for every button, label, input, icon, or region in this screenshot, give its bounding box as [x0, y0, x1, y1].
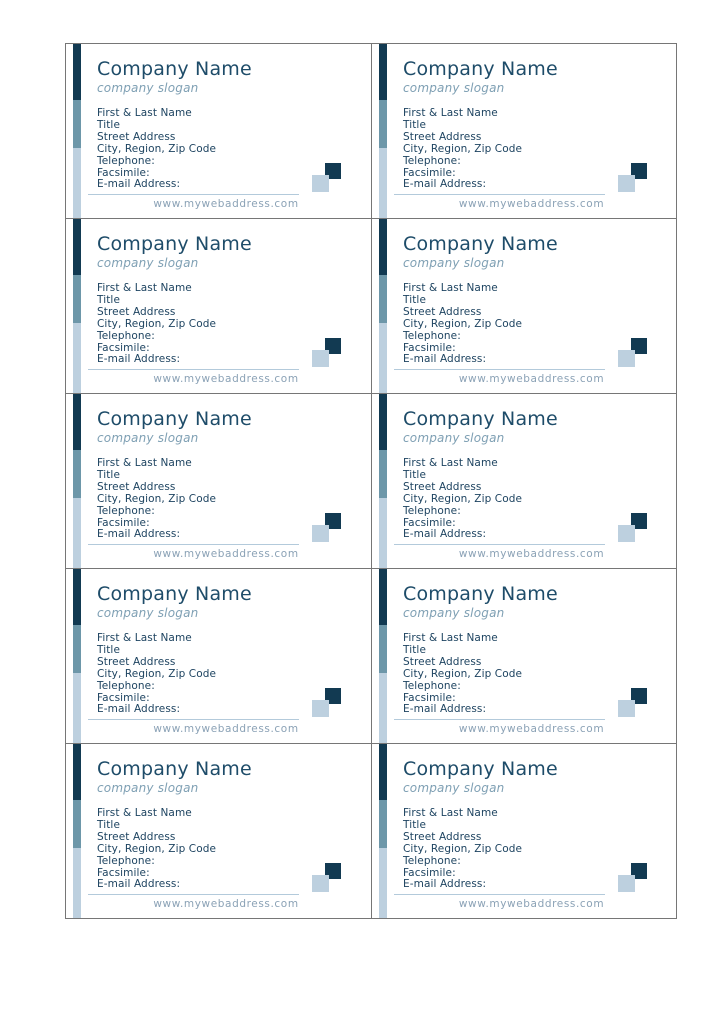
accent-bar-light-segment	[379, 148, 387, 218]
business-card	[66, 44, 372, 219]
address-line: Facsimile:	[97, 516, 150, 529]
address-line: Telephone:	[403, 329, 461, 342]
address-line: Street Address	[403, 130, 482, 143]
address-line: Title	[97, 293, 121, 306]
logo-light-square-icon	[312, 350, 329, 367]
accent-bar-dark-segment	[73, 744, 81, 800]
accent-bar-light-segment	[379, 848, 387, 918]
accent-bar	[73, 44, 81, 218]
address-line: Facsimile:	[97, 691, 150, 704]
card-content	[403, 407, 668, 541]
address-line: Title	[97, 468, 121, 481]
address-line: Street Address	[97, 130, 176, 143]
address-line: Street Address	[403, 830, 482, 843]
accent-bar-dark-segment	[73, 394, 81, 450]
card-content	[97, 407, 363, 541]
business-card	[66, 744, 372, 919]
company-slogan: company slogan	[403, 256, 505, 270]
company-name: Company Name	[403, 758, 558, 780]
business-card	[372, 219, 677, 394]
accent-bar	[379, 744, 387, 918]
address-line: Title	[97, 118, 121, 131]
accent-bar-dark-segment	[379, 394, 387, 450]
card-sheet	[65, 43, 677, 919]
address-line: Telephone:	[97, 854, 155, 867]
accent-bar-medium-segment	[73, 625, 81, 674]
website-text: www.mywebaddress.com	[458, 548, 605, 560]
address-line: First & Last Name	[403, 282, 498, 294]
logo-light-square-icon	[312, 525, 329, 542]
footer-divider-rule	[88, 544, 299, 545]
address-line: Telephone:	[403, 679, 461, 692]
address-line: First & Last Name	[97, 632, 192, 644]
accent-bar-light-segment	[73, 848, 81, 918]
address-line: City, Region, Zip Code	[403, 142, 523, 155]
accent-bar-medium-segment	[379, 450, 387, 499]
accent-bar	[73, 569, 81, 743]
company-slogan: company slogan	[403, 781, 505, 795]
address-line: Title	[403, 818, 427, 831]
accent-bar-dark-segment	[73, 44, 81, 100]
address-line: First & Last Name	[403, 807, 498, 819]
address-line: Title	[403, 468, 427, 481]
address-line: Title	[97, 643, 121, 656]
address-line: Facsimile:	[97, 341, 150, 354]
address-line: City, Region, Zip Code	[97, 142, 217, 155]
company-name: Company Name	[97, 233, 252, 255]
website-text: www.mywebaddress.com	[458, 373, 605, 385]
address-line: Facsimile:	[403, 341, 456, 354]
company-slogan: company slogan	[403, 606, 505, 620]
company-name: Company Name	[97, 58, 252, 80]
accent-bar	[379, 394, 387, 568]
address-line: Telephone:	[97, 504, 155, 517]
business-card	[372, 394, 677, 569]
footer-divider-rule	[394, 369, 605, 370]
address-line: Street Address	[97, 480, 176, 493]
website-text: www.mywebaddress.com	[458, 198, 605, 210]
accent-bar-light-segment	[73, 148, 81, 218]
address-line: E-mail Address:	[97, 353, 181, 366]
accent-bar-medium-segment	[73, 450, 81, 499]
accent-bar-dark-segment	[73, 569, 81, 625]
address-line: First & Last Name	[97, 807, 192, 819]
address-line: Title	[403, 118, 427, 131]
website-text: www.mywebaddress.com	[153, 548, 299, 560]
address-line: Street Address	[403, 305, 482, 318]
accent-bar	[73, 219, 81, 393]
address-line: Facsimile:	[403, 516, 456, 529]
card-content	[97, 582, 363, 716]
accent-bar-dark-segment	[379, 219, 387, 275]
address-line: Street Address	[403, 655, 482, 668]
website-text: www.mywebaddress.com	[153, 198, 299, 210]
address-line: City, Region, Zip Code	[403, 492, 523, 505]
logo-light-square-icon	[618, 875, 635, 892]
accent-bar-light-segment	[73, 673, 81, 743]
accent-bar-medium-segment	[73, 275, 81, 324]
card-content	[403, 757, 668, 891]
logo-light-square-icon	[312, 875, 329, 892]
accent-bar-dark-segment	[379, 569, 387, 625]
address-line: City, Region, Zip Code	[403, 842, 523, 855]
business-card	[66, 394, 372, 569]
address-line: Telephone:	[403, 504, 461, 517]
footer-divider-rule	[394, 894, 605, 895]
company-name: Company Name	[403, 583, 558, 605]
accent-bar	[73, 394, 81, 568]
business-card	[372, 744, 677, 919]
address-line: City, Region, Zip Code	[403, 317, 523, 330]
address-line: E-mail Address:	[403, 353, 487, 366]
website-text: www.mywebaddress.com	[458, 898, 605, 910]
logo-light-square-icon	[312, 175, 329, 192]
business-card	[372, 44, 677, 219]
address-line: City, Region, Zip Code	[97, 492, 217, 505]
address-line: E-mail Address:	[97, 178, 181, 191]
address-line: E-mail Address:	[403, 178, 487, 191]
address-line: City, Region, Zip Code	[97, 842, 217, 855]
card-content	[403, 582, 668, 716]
business-card	[372, 569, 677, 744]
accent-bar	[379, 569, 387, 743]
address-line: Telephone:	[97, 679, 155, 692]
footer-divider-rule	[394, 544, 605, 545]
address-line: City, Region, Zip Code	[97, 317, 217, 330]
company-name: Company Name	[97, 583, 252, 605]
address-line: Title	[97, 818, 121, 831]
logo-light-square-icon	[618, 350, 635, 367]
address-line: Street Address	[97, 655, 176, 668]
address-line: First & Last Name	[403, 457, 498, 469]
address-line: First & Last Name	[403, 107, 498, 119]
company-name: Company Name	[403, 408, 558, 430]
address-line: Telephone:	[403, 154, 461, 167]
address-line: City, Region, Zip Code	[97, 667, 217, 680]
footer-divider-rule	[88, 894, 299, 895]
address-line: Facsimile:	[97, 166, 150, 179]
company-slogan: company slogan	[403, 81, 505, 95]
address-line: First & Last Name	[97, 457, 192, 469]
footer-divider-rule	[394, 719, 605, 720]
card-content	[403, 232, 668, 366]
accent-bar-medium-segment	[73, 100, 81, 149]
address-line: Telephone:	[97, 329, 155, 342]
website-text: www.mywebaddress.com	[153, 723, 299, 735]
accent-bar-light-segment	[73, 323, 81, 393]
company-name: Company Name	[97, 758, 252, 780]
accent-bar-medium-segment	[379, 275, 387, 324]
accent-bar	[379, 219, 387, 393]
company-name: Company Name	[403, 233, 558, 255]
footer-divider-rule	[88, 369, 299, 370]
address-line: Title	[403, 643, 427, 656]
address-line: Street Address	[97, 305, 176, 318]
website-text: www.mywebaddress.com	[153, 898, 299, 910]
accent-bar-dark-segment	[73, 219, 81, 275]
logo-light-square-icon	[618, 700, 635, 717]
footer-divider-rule	[394, 194, 605, 195]
address-line: Title	[403, 293, 427, 306]
card-content	[403, 57, 668, 191]
address-line: E-mail Address:	[97, 528, 181, 541]
company-slogan: company slogan	[97, 781, 199, 795]
company-name: Company Name	[97, 408, 252, 430]
accent-bar-dark-segment	[379, 744, 387, 800]
accent-bar-medium-segment	[379, 625, 387, 674]
address-line: E-mail Address:	[403, 878, 487, 891]
company-slogan: company slogan	[403, 431, 505, 445]
address-line: First & Last Name	[97, 107, 192, 119]
address-line: Telephone:	[403, 854, 461, 867]
website-text: www.mywebaddress.com	[153, 373, 299, 385]
footer-divider-rule	[88, 194, 299, 195]
company-slogan: company slogan	[97, 431, 199, 445]
address-line: E-mail Address:	[403, 703, 487, 716]
accent-bar-medium-segment	[379, 800, 387, 849]
logo-light-square-icon	[312, 700, 329, 717]
address-line: City, Region, Zip Code	[403, 667, 523, 680]
address-line: E-mail Address:	[97, 703, 181, 716]
logo-light-square-icon	[618, 525, 635, 542]
accent-bar-light-segment	[73, 498, 81, 568]
company-slogan: company slogan	[97, 606, 199, 620]
company-slogan: company slogan	[97, 81, 199, 95]
address-line: E-mail Address:	[403, 528, 487, 541]
accent-bar-light-segment	[379, 498, 387, 568]
address-line: First & Last Name	[97, 282, 192, 294]
address-line: Facsimile:	[403, 866, 456, 879]
address-line: Facsimile:	[403, 166, 456, 179]
address-line: Facsimile:	[97, 866, 150, 879]
card-content	[97, 757, 363, 891]
card-content	[97, 232, 363, 366]
address-line: First & Last Name	[403, 632, 498, 644]
website-text: www.mywebaddress.com	[458, 723, 605, 735]
address-line: Street Address	[97, 830, 176, 843]
company-slogan: company slogan	[97, 256, 199, 270]
address-line: E-mail Address:	[97, 878, 181, 891]
accent-bar-medium-segment	[73, 800, 81, 849]
accent-bar	[73, 744, 81, 918]
address-line: Facsimile:	[403, 691, 456, 704]
accent-bar-medium-segment	[379, 100, 387, 149]
accent-bar-light-segment	[379, 323, 387, 393]
address-line: Street Address	[403, 480, 482, 493]
business-card	[66, 569, 372, 744]
address-line: Telephone:	[97, 154, 155, 167]
accent-bar	[379, 44, 387, 218]
accent-bar-light-segment	[379, 673, 387, 743]
footer-divider-rule	[88, 719, 299, 720]
business-card	[66, 219, 372, 394]
accent-bar-dark-segment	[379, 44, 387, 100]
card-content	[97, 57, 363, 191]
logo-light-square-icon	[618, 175, 635, 192]
company-name: Company Name	[403, 58, 558, 80]
